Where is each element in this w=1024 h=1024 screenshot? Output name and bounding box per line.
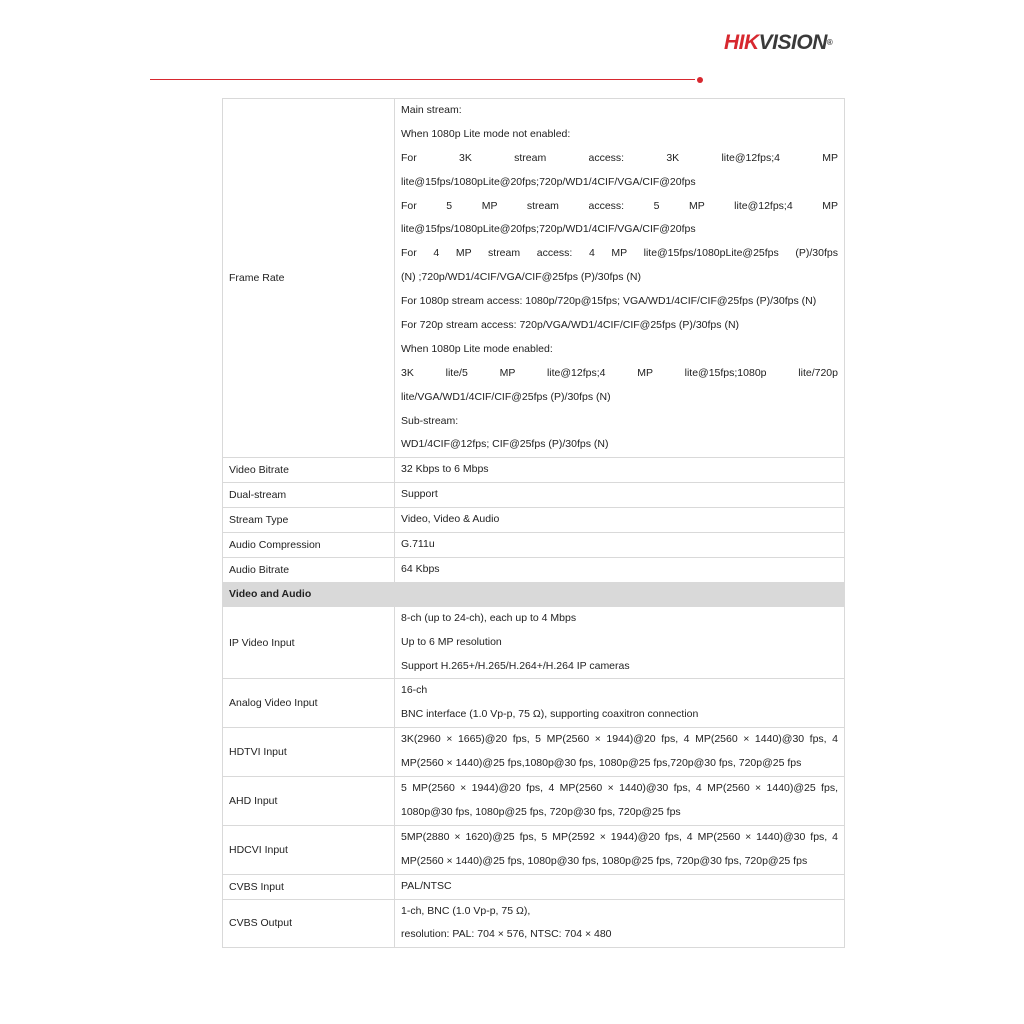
value-line: Video, Video & Audio	[401, 513, 500, 526]
row-label: Analog Video Input	[223, 679, 395, 728]
value-line: 8-ch (up to 24-ch), each up to 4 Mbps	[401, 611, 577, 624]
value-line: 32 Kbps to 6 Mbps	[401, 463, 489, 476]
value-line: lite/VGA/WD1/4CIF/CIF@25fps (P)/30fps (N)	[401, 390, 611, 403]
table-row-analog-video-input	[223, 679, 845, 728]
logo-registered-mark: ®	[826, 38, 833, 47]
row-label: AHD Input	[223, 777, 395, 826]
row-value	[395, 557, 845, 582]
row-value	[395, 825, 845, 874]
row-label: IP Video Input	[223, 606, 395, 679]
value-line: 5MP(2880 × 1620)@25 fps, 5 MP(2592 × 1944)@20 fps, 4 MP(2560 × 1440)@30 fps, 4	[401, 830, 838, 843]
table-row-cvbs-input	[223, 874, 845, 899]
value-line: WD1/4CIF@12fps; CIF@25fps (P)/30fps (N)	[401, 438, 609, 451]
row-label: CVBS Output	[223, 899, 395, 948]
value-line: G.711u	[401, 538, 435, 551]
row-label: Frame Rate	[223, 99, 395, 458]
value-line: 64 Kbps	[401, 562, 440, 575]
value-line: 1080p@30 fps, 1080p@25 fps, 720p@30 fps, 720p@25 fps	[401, 805, 681, 818]
value-line: 5 MP(2560 × 1944)@20 fps, 4 MP(2560 × 1440)@30 fps, 4 MP(2560 × 1440)@25 fps,	[401, 782, 838, 795]
table-row-cvbs-output	[223, 899, 845, 948]
value-line: lite@15fps/1080pLite@20fps;720p/WD1/4CIF/VGA/CIF@20fps	[401, 175, 696, 188]
logo-text-hik: HIK	[724, 31, 759, 54]
table-row-hdtvi-input	[223, 728, 845, 777]
table-row-audio-compression	[223, 533, 845, 558]
table-row-hdcvi-input	[223, 825, 845, 874]
value-line: For 5 MP stream access: 5 MP lite@12fps;4 MP	[401, 199, 838, 212]
table-row-audio-bitrate	[223, 557, 845, 582]
value-line: When 1080p Lite mode enabled:	[401, 342, 553, 355]
value-line: Main stream:	[401, 104, 462, 116]
value-line: MP(2560 × 1440)@25 fps,1080p@30 fps, 1080p@25 fps,720p@30 fps, 720p@25 fps	[401, 757, 802, 770]
row-value	[395, 483, 845, 508]
value-line: PAL/NTSC	[401, 879, 452, 892]
row-value	[395, 533, 845, 558]
section-header-video-audio	[223, 582, 845, 606]
header-divider-dot	[697, 77, 703, 83]
table-row-dual-stream	[223, 483, 845, 508]
value-line: resolution: PAL: 704 × 576, NTSC: 704 × 480	[401, 928, 612, 941]
value-line: Up to 6 MP resolution	[401, 635, 502, 648]
value-line: 3K(2960 × 1665)@20 fps, 5 MP(2560 × 1944)@20 fps, 4 MP(2560 × 1440)@30 fps, 4	[401, 733, 838, 746]
row-label: Stream Type	[223, 508, 395, 533]
value-line: MP(2560 × 1440)@25 fps, 1080p@30 fps, 1080p@25 fps, 720p@30 fps, 720p@25 fps	[401, 854, 808, 867]
value-line: BNC interface (1.0 Vp-p, 75 Ω), supporting coaxitron connection	[401, 708, 699, 721]
value-line: For 720p stream access: 720p/VGA/WD1/4CIF/CIF@25fps (P)/30fps (N)	[401, 319, 740, 332]
header-divider	[150, 79, 695, 80]
section-title: Video and Audio	[223, 582, 845, 606]
row-value	[395, 99, 845, 458]
logo-text-vision: VISION	[758, 31, 827, 54]
row-value	[395, 874, 845, 899]
row-value	[395, 899, 845, 948]
value-line: (N) ;720p/WD1/4CIF/VGA/CIF@25fps (P)/30fps (N)	[401, 271, 641, 284]
hikvision-logo	[724, 30, 832, 56]
row-value	[395, 508, 845, 533]
row-label: Audio Compression	[223, 533, 395, 558]
row-label: HDCVI Input	[223, 825, 395, 874]
row-label: Dual-stream	[223, 483, 395, 508]
row-value	[395, 606, 845, 679]
value-line: For 3K stream access: 3K lite@12fps;4 MP	[401, 151, 838, 164]
row-label: HDTVI Input	[223, 728, 395, 777]
table-row-ip-video-input	[223, 606, 845, 679]
value-line: 1-ch, BNC (1.0 Vp-p, 75 Ω),	[401, 904, 531, 917]
table-row-frame-rate	[223, 99, 845, 458]
value-line: When 1080p Lite mode not enabled:	[401, 127, 571, 140]
value-line: 16-ch	[401, 684, 428, 697]
row-label: Audio Bitrate	[223, 557, 395, 582]
value-line: Sub-stream:	[401, 414, 459, 427]
table-row-ahd-input	[223, 777, 845, 826]
row-label: CVBS Input	[223, 874, 395, 899]
row-label: Video Bitrate	[223, 458, 395, 483]
table-row-video-bitrate	[223, 458, 845, 483]
value-line: 3K lite/5 MP lite@12fps;4 MP lite@15fps;1080p lite/720p	[401, 366, 838, 379]
table-row-stream-type	[223, 508, 845, 533]
spec-table	[222, 98, 845, 948]
value-line: For 1080p stream access: 1080p/720p@15fps; VGA/WD1/4CIF/CIF@25fps (P)/30fps (N)	[401, 295, 817, 308]
value-line: Support	[401, 488, 438, 501]
value-line: For 4 MP stream access: 4 MP lite@15fps/1080pLite@25fps (P)/30fps	[401, 247, 838, 260]
row-value	[395, 728, 845, 777]
row-value	[395, 679, 845, 728]
row-value	[395, 458, 845, 483]
value-line: lite@15fps/1080pLite@20fps;720p/WD1/4CIF/VGA/CIF@20fps	[401, 223, 696, 236]
row-value	[395, 777, 845, 826]
value-line: Support H.265+/H.265/H.264+/H.264 IP cameras	[401, 659, 630, 672]
